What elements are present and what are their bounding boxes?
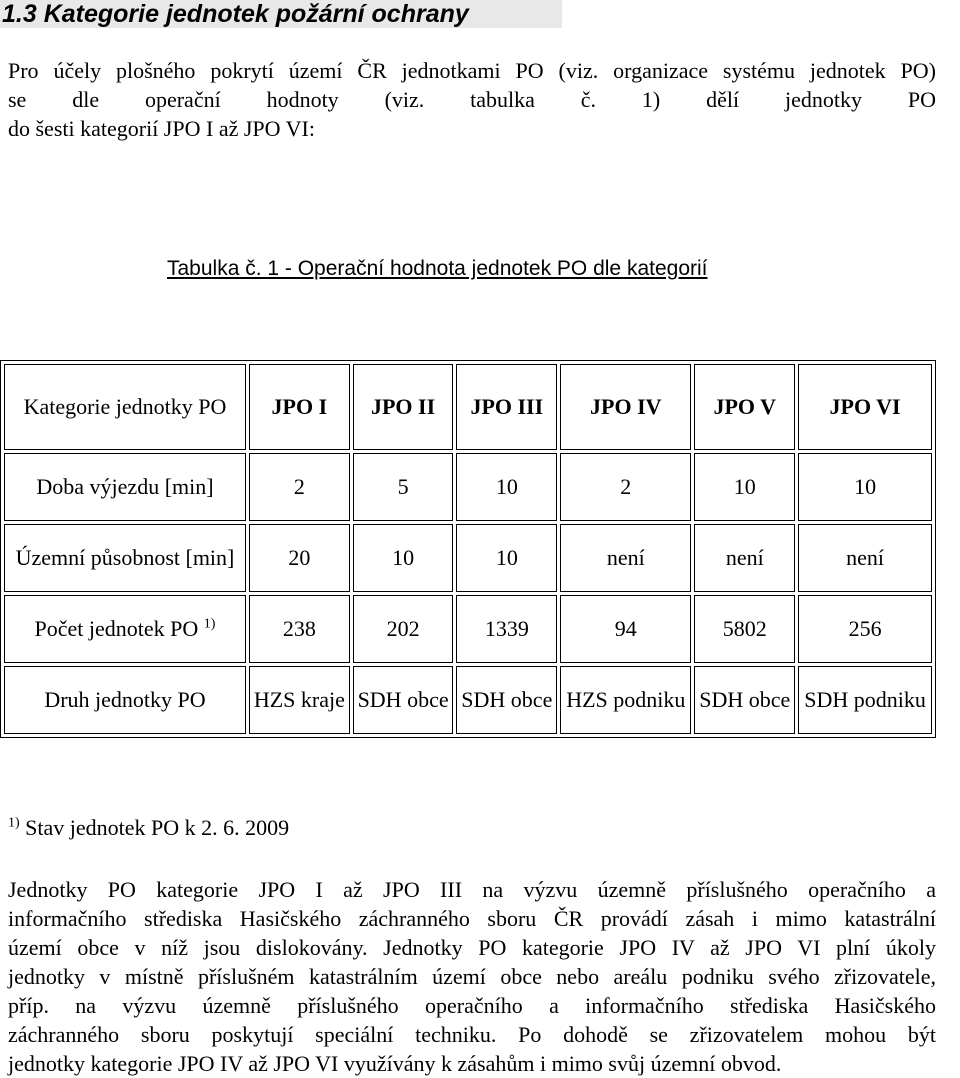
row-label-count <box>4 595 246 663</box>
cell-type-5: SDH obce <box>694 666 795 734</box>
table-row-type <box>4 666 932 734</box>
cell-departure-5: 10 <box>694 453 795 521</box>
row-label-departure: Doba výjezdu [min] <box>4 453 246 521</box>
cell-count-6: 256 <box>798 595 932 663</box>
cell-category-6: JPO VI <box>798 364 932 450</box>
table-row-scope <box>4 524 932 592</box>
cell-count-1: 238 <box>249 595 350 663</box>
intro-line: se dle operační hodnoty (viz. tabulka č. 1) dělí jednotky PO <box>8 87 936 112</box>
cell-count-4: 94 <box>560 595 691 663</box>
cell-scope-5: není <box>694 524 795 592</box>
cell-scope-6: není <box>798 524 932 592</box>
cell-category-5: JPO V <box>694 364 795 450</box>
cell-count-5: 5802 <box>694 595 795 663</box>
cell-scope-1: 20 <box>249 524 350 592</box>
intro-line: Pro účely plošného pokrytí území ČR jednotkami PO (viz. organizace systému jednotek PO) <box>8 58 936 83</box>
cell-departure-6: 10 <box>798 453 932 521</box>
row-label-category: Kategorie jednotky PO <box>4 364 246 450</box>
table-row-count <box>4 595 932 663</box>
cell-category-2: JPO II <box>353 364 454 450</box>
cell-departure-4: 2 <box>560 453 691 521</box>
paragraph-line: území obce v níž jsou dislokovány. Jednotky PO kategorie JPO IV až JPO VI plní úkoly <box>8 935 936 960</box>
row-label-scope: Územní působnost [min] <box>4 524 246 592</box>
cell-type-6: SDH podniku <box>798 666 932 734</box>
cell-count-2: 202 <box>353 595 454 663</box>
body-paragraph <box>8 875 936 1078</box>
footnote-mark: 1) <box>8 815 20 831</box>
row-label-type: Druh jednotky PO <box>4 666 246 734</box>
cell-scope-2: 10 <box>353 524 454 592</box>
cell-departure-2: 5 <box>353 453 454 521</box>
cell-type-3: SDH obce <box>456 666 557 734</box>
paragraph-line: jednotky kategorie JPO IV až JPO VI využívány k zásahům i mimo svůj územní obvod. <box>8 1051 782 1076</box>
cell-departure-3: 10 <box>456 453 557 521</box>
cell-type-4: HZS podniku <box>560 666 691 734</box>
cell-type-1: HZS kraje <box>249 666 350 734</box>
paragraph-line: Jednotky PO kategorie JPO I až JPO III na výzvu územně příslušného operačního a <box>8 877 936 902</box>
cell-scope-4: není <box>560 524 691 592</box>
paragraph-line: informačního střediska Hasičského záchranného sboru ČR provádí zásah i mimo katastrální <box>8 906 936 931</box>
cell-scope-3: 10 <box>456 524 557 592</box>
footnote <box>8 814 289 842</box>
table-caption <box>167 255 708 283</box>
cell-category-4: JPO IV <box>560 364 691 450</box>
paragraph-line: příp. na výzvu územně příslušného operačního a informačního střediska Hasičského <box>8 993 936 1018</box>
table-caption-text: Tabulka č. 1 - Operační hodnota jednotek PO dle kategorií <box>167 257 708 280</box>
cell-type-2: SDH obce <box>353 666 454 734</box>
table-row-departure <box>4 453 932 521</box>
cell-count-3: 1339 <box>456 595 557 663</box>
footnote-mark: 1) <box>203 616 216 632</box>
paragraph-line: záchranného sboru poskytují speciální techniku. Po dohodě se zřizovatelem mohou být <box>8 1022 936 1047</box>
cell-departure-1: 2 <box>249 453 350 521</box>
footnote-text: Stav jednotek PO k 2. 6. 2009 <box>25 815 290 840</box>
row-label-count-text: Počet jednotek PO <box>34 616 199 641</box>
intro-text <box>8 56 936 143</box>
paragraph-line: jednotky v místně příslušném katastrálním území obce nebo areálu podniku svého zřizovatele, <box>8 964 936 989</box>
cell-category-1: JPO I <box>249 364 350 450</box>
category-table <box>0 360 936 738</box>
intro-line: do šesti kategorií JPO I až JPO VI: <box>8 116 315 141</box>
table-row-category <box>4 364 932 450</box>
section-heading: 1.3 Kategorie jednotek požární ochrany <box>0 0 562 28</box>
cell-category-3: JPO III <box>456 364 557 450</box>
